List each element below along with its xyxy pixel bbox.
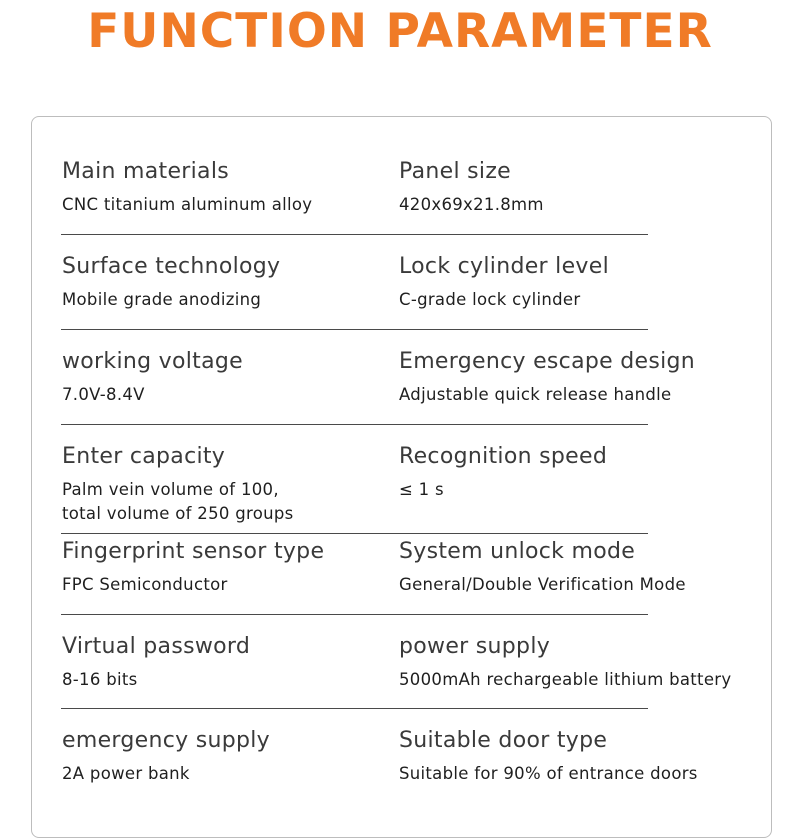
parameter-label: power supply — [399, 634, 551, 659]
parameter-cell — [399, 539, 769, 597]
parameter-cell — [399, 159, 769, 217]
parameter-cell — [399, 634, 769, 692]
parameter-value: 2A power bank — [62, 764, 190, 783]
parameter-cell — [62, 728, 392, 786]
parameter-cell — [62, 634, 392, 692]
parameter-value: C-grade lock cylinder — [399, 290, 581, 309]
parameter-label: working voltage — [62, 349, 243, 374]
parameter-value: 8-16 bits — [62, 670, 138, 689]
row-divider — [61, 708, 648, 709]
row-divider — [61, 533, 648, 534]
parameter-cell — [399, 349, 769, 407]
parameter-label: Panel size — [399, 159, 512, 184]
parameter-value: General/Double Verification Mode — [399, 575, 686, 594]
parameter-value: Palm vein volume of 100, — [62, 480, 279, 499]
parameter-label: Emergency escape design — [399, 349, 696, 374]
parameter-label: Lock cylinder level — [399, 254, 609, 279]
parameter-label: Surface technology — [62, 254, 281, 279]
parameter-cell — [62, 349, 392, 407]
parameter-label: Enter capacity — [62, 444, 226, 469]
parameter-value: Mobile grade anodizing — [62, 290, 262, 309]
parameter-cell — [62, 444, 392, 526]
parameter-cell — [399, 444, 769, 502]
parameter-value: 7.0V-8.4V — [62, 385, 145, 404]
parameter-label: Suitable door type — [399, 728, 608, 753]
parameter-cell — [62, 159, 392, 217]
parameter-label: emergency supply — [62, 728, 270, 753]
parameter-value-line2: total volume of 250 groups — [62, 504, 294, 523]
parameter-value: Adjustable quick release handle — [399, 385, 672, 404]
parameter-label: System unlock mode — [399, 539, 636, 564]
parameter-value: 420x69x21.8mm — [399, 195, 544, 214]
parameter-cell — [399, 254, 769, 312]
row-divider — [61, 234, 648, 235]
parameter-value: 5000mAh rechargeable lithium battery — [399, 670, 732, 689]
row-divider — [61, 424, 648, 425]
parameter-label: Virtual password — [62, 634, 251, 659]
row-divider — [61, 614, 648, 615]
parameter-cell — [62, 539, 392, 597]
parameter-label: Fingerprint sensor type — [62, 539, 325, 564]
parameter-value: FPC Semiconductor — [62, 575, 228, 594]
parameter-cell — [62, 254, 392, 312]
parameter-value: Suitable for 90% of entrance doors — [399, 764, 698, 783]
row-divider — [61, 329, 648, 330]
parameter-value: ≤ 1 s — [399, 480, 444, 499]
parameter-cell — [399, 728, 769, 786]
parameter-card — [31, 116, 772, 838]
page-title: FUNCTION PARAMETER — [87, 4, 713, 59]
parameter-value: CNC titanium aluminum alloy — [62, 195, 313, 214]
parameter-label: Main materials — [62, 159, 229, 184]
parameter-label: Recognition speed — [399, 444, 608, 469]
